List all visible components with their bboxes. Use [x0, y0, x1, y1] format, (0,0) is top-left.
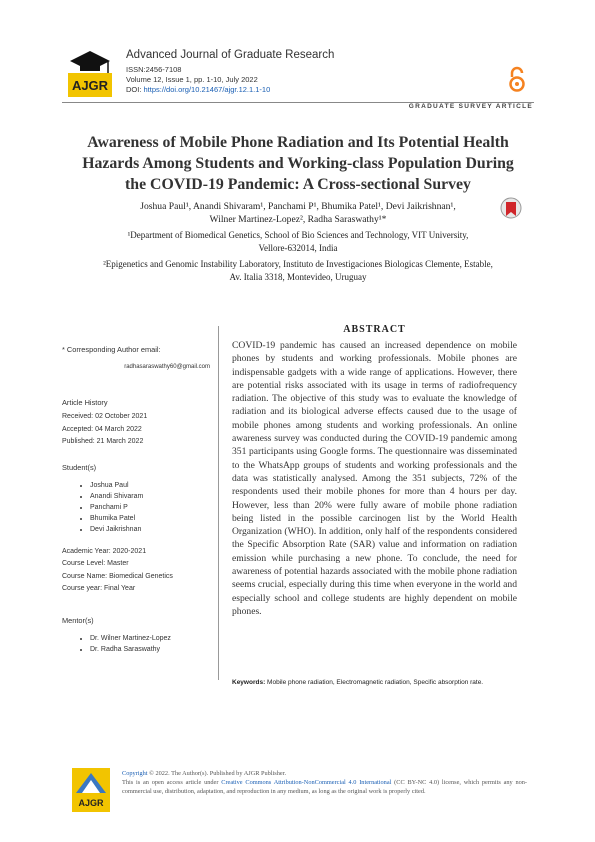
course-year-value: Final Year	[104, 585, 136, 593]
course-level	[62, 558, 210, 571]
students-list	[62, 481, 210, 536]
keywords	[232, 678, 517, 688]
academic-year-label: Academic Year:	[62, 547, 111, 555]
course-level-label: Course Level:	[62, 560, 106, 568]
course-level-value: Master	[107, 560, 129, 568]
article-sidebar	[62, 345, 210, 656]
footer-logo	[72, 768, 110, 812]
course-name-label: Course Name:	[62, 572, 108, 580]
course-name-value: Biomedical Genetics	[109, 572, 173, 580]
keywords-label: Keywords:	[232, 679, 266, 686]
student-item: • Joshua Paul	[90, 481, 210, 491]
copyright-link[interactable]: Copyright	[122, 770, 148, 777]
volume-info: Volume 12, Issue 1, pp. 1-10, July 2022	[126, 75, 258, 84]
accepted-date: Accepted: 04 March 2022	[62, 425, 142, 433]
license-pre: This is an open access article under	[122, 779, 222, 786]
published-date: Published: 21 March 2022	[62, 438, 144, 445]
affiliation-1-line-1: ¹Department of Biomedical Genetics, School of Bio Sciences and Technology, VIT University,	[127, 230, 469, 240]
keywords-text: Mobile phone radiation, Electromagnetic radiation, Specific absorption rate.	[267, 679, 484, 686]
student-item: • Devi Jaikrishnan	[90, 525, 210, 535]
copyright-text: © 2022. The Author(s). Published by AJGR Publisher.	[147, 770, 287, 777]
student-item: • Bhumika Patel	[90, 514, 210, 524]
column-divider	[218, 326, 219, 680]
student-item: • Panchami P	[90, 503, 210, 513]
authors	[80, 200, 516, 226]
affiliation-2-line-2: Av. Italia 3318, Montevideo, Uruguay	[229, 271, 367, 282]
article-type: GRADUATE SURVEY ARTICLE	[408, 103, 533, 110]
footer-logo-text: AJGR	[78, 798, 104, 808]
received-date: Received: 02 October 2021	[62, 413, 148, 420]
mentors-label: Mentor(s)	[62, 615, 94, 625]
academic-year	[62, 546, 210, 559]
journal-name: Advanced Journal of Graduate Research	[126, 49, 335, 61]
doi-link[interactable]: https://doi.org/10.21467/ajgr.12.1.1-10	[143, 85, 271, 94]
course-name	[62, 571, 210, 584]
crossmark-icon[interactable]	[500, 196, 522, 224]
abstract-heading: ABSTRACT	[343, 324, 406, 335]
course-year	[62, 583, 210, 596]
corresponding-label: * Corresponding Author email:	[62, 345, 161, 354]
affiliation-1-line-2: Vellore-632014, India	[258, 242, 338, 253]
license-post: (CC BY-NC 4.0) license, which permits any non-commercial use, distribution, adaptation, and reproduction in any medium, as long as the original work is properly cited.	[122, 779, 528, 795]
doi-label: DOI:	[126, 85, 142, 94]
authors-line-2: Wilner Martinez-Lopez², Radha Saraswathy¹*	[209, 214, 387, 225]
license-link[interactable]: Creative Commons Attribution-NonCommercial 4.0 International	[221, 779, 392, 786]
course-year-label: Course year:	[62, 585, 103, 593]
article-history-label: Article History	[62, 398, 108, 407]
corresponding-email[interactable]: radhasaraswathy60@gmail.com	[124, 364, 210, 370]
students-label: Student(s)	[62, 462, 97, 472]
mentor-item: • Dr. Radha Saraswathy	[90, 645, 210, 655]
abstract-text: COVID-19 pandemic has caused an increased dependence on mobile phones by students and working professionals. Mobile phones are indispensable gadgets with a wide range of applications. However, there are potential risks associated with its usage in terms of radiofrequency radiation. The objective of this study was to evaluate the knowledge of radiation and its biological adverse effects caused due to the usage of mobile phones among students and working professionals. An online awareness survey was conducted during the COVID-19 pandemic among 351 participants using Google forms. The questionnaire was disseminated to the WhatsApp groups of students and working professionals and the data was statistically analysed. Among the 351 subjects, 72% of the respondents used their mobile phones for more than 4 hours per day. However, less than 20% were fully aware of mobile phone radiation being listed in the possible carcinogen list by the World Health Organization (WHO). In addition, only half of the respondents considered the Specific Absorption Rate (SAR) value and information on radiation emission while purchasing a new phone. To conclude, the need for awareness of potential hazards associated with the mobile phone radiation seems crucial, especially during this time when everyone in the world and especially school and college students are highly dependent on mobile phones.	[232, 340, 517, 617]
academic-year-value: 2020-2021	[112, 547, 147, 555]
mentor-item: • Dr. Wilner Martinez-Lopez	[90, 634, 210, 644]
open-access-icon	[508, 66, 526, 92]
footer-license	[122, 769, 527, 796]
affiliation-2	[80, 258, 516, 283]
license-line	[122, 778, 527, 796]
issn: ISSN:2456-7108	[126, 65, 182, 74]
journal-logo	[62, 47, 118, 101]
doi-line	[126, 85, 270, 94]
copyright-line	[122, 769, 527, 778]
mentors-list	[62, 634, 210, 655]
affiliation-1	[80, 229, 516, 254]
paper-title: Awareness of Mobile Phone Radiation and Its Potential Health Hazards Among Students and Working-class Population During the COVID-19 Pandemic: A Cross-sectional Survey	[82, 134, 514, 193]
logo-text: AJGR	[71, 78, 109, 93]
affiliation-2-line-1: ²Epigenetics and Genomic Instability Laboratory, Instituto de Investigaciones Biologicas Clemente, Estable,	[103, 259, 493, 269]
authors-line-1: Joshua Paul¹, Anandi Shivaram¹, Panchami P¹, Bhumika Patel¹, Devi Jaikrishnan¹,	[140, 201, 456, 212]
student-item: • Anandi Shivaram	[90, 492, 210, 502]
